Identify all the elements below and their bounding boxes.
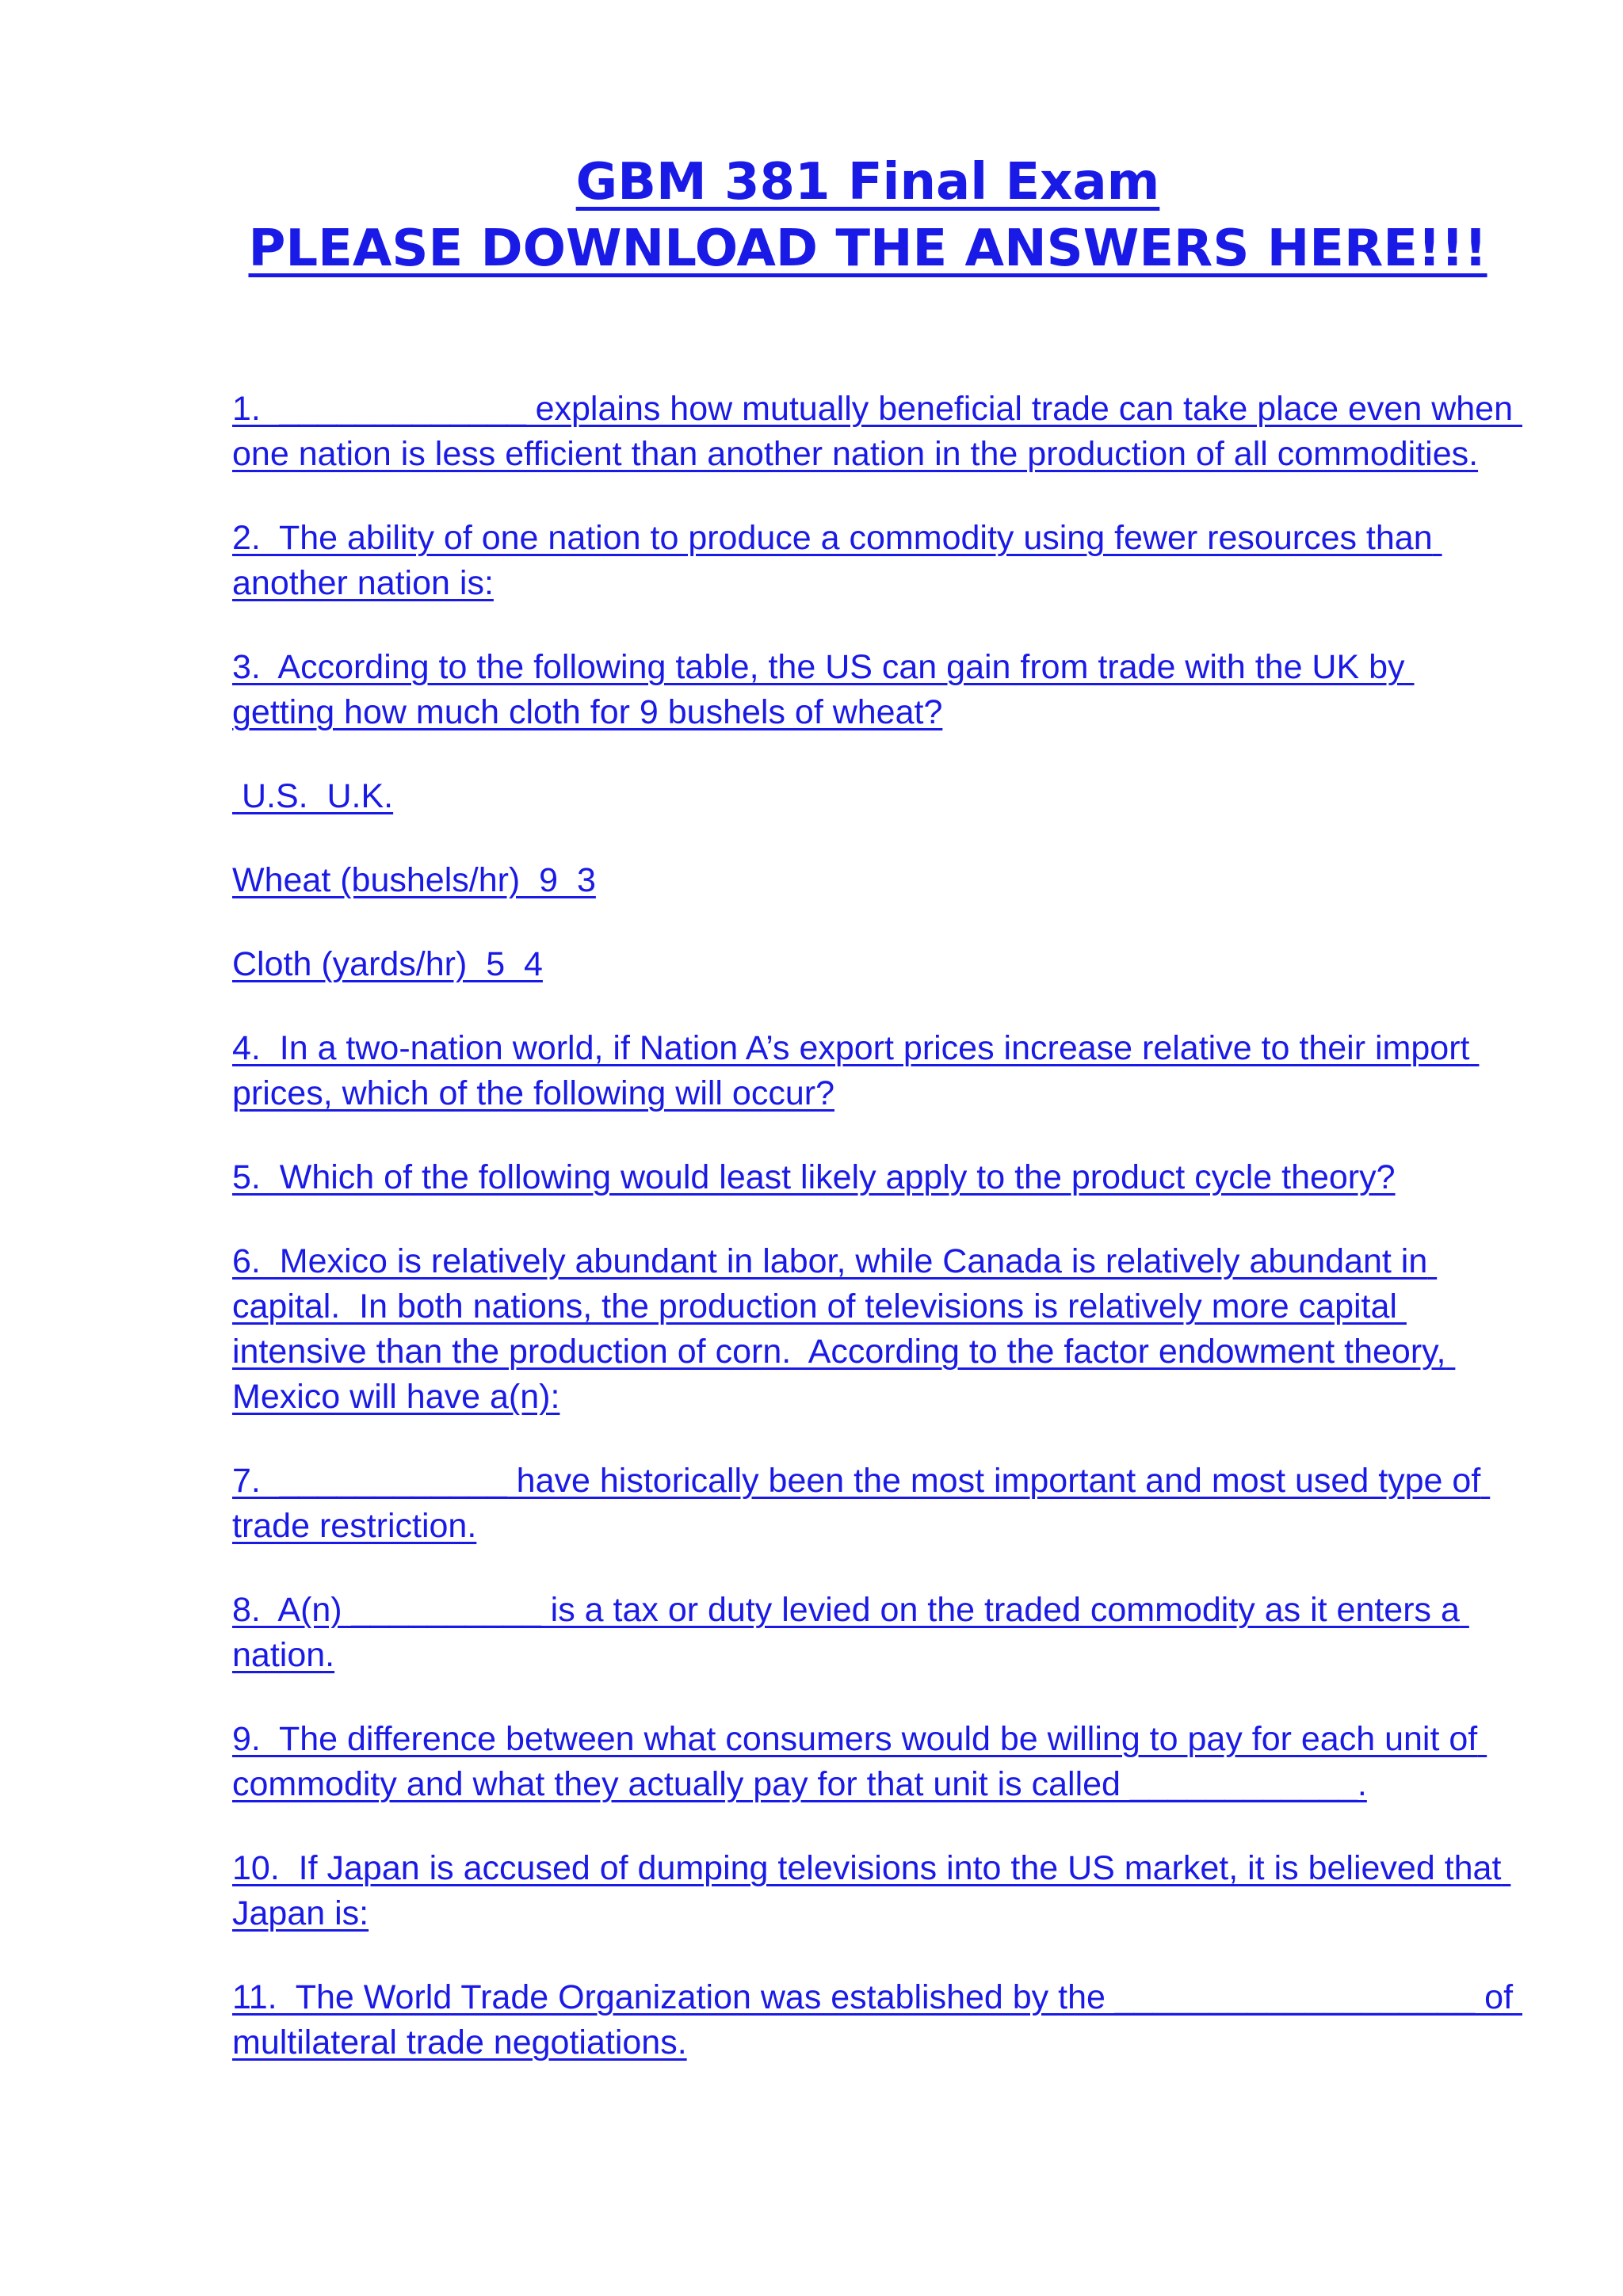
question-4-link[interactable]: 4. In a two-nation world, if Nation A’s export prices increase relative to their import prices, which of the following will occur?	[232, 1029, 1480, 1112]
exam-title-link[interactable]: GBM 381 Final Exam	[575, 153, 1160, 212]
question-1-link[interactable]: 1. _____________ explains how mutually beneficial trade can take place even when one nation is less efficient than another nation in the production of all commodities.	[232, 390, 1522, 473]
question-7-link[interactable]: 7. ____________ have historically been the most important and most used type of trade restriction.	[232, 1462, 1491, 1545]
question-6-link[interactable]: 6. Mexico is relatively abundant in labor, while Canada is relatively abundant in capital. In both nations, the production of televisions is relatively more capital intensive than the production of corn. According to the factor endowment theory, Mexico will have a(n):	[232, 1242, 1456, 1416]
question-5-link[interactable]: 5. Which of the following would least likely apply to the product cycle theory?	[232, 1158, 1396, 1196]
question-10-link[interactable]: 10. If Japan is accused of dumping televisions into the US market, it is believed that Japan is:	[232, 1849, 1511, 1932]
table-row-wheat-link[interactable]: Wheat (bushels/hr) 9 3	[232, 861, 596, 899]
table-header-link[interactable]: U.S. U.K.	[232, 777, 394, 815]
table-row-cloth-link[interactable]: Cloth (yards/hr) 5 4	[232, 945, 543, 983]
question-11-link[interactable]: 11. The World Trade Organization was established by the ___________________ of multilateral trade negotiations.	[232, 1978, 1522, 2061]
question-9-link[interactable]: 9. The difference between what consumers would be willing to pay for each unit of commodity and what they actually pay for that unit is called ____________.	[232, 1720, 1487, 1803]
question-8-link[interactable]: 8. A(n) __________ is a tax or duty levied on the traded commodity as it enters a nation.	[232, 1591, 1469, 1674]
question-list	[232, 387, 1522, 2104]
question-3-link[interactable]: 3. According to the following table, the US can gain from trade with the UK by getting how much cloth for 9 bushels of wheat?	[232, 648, 1415, 731]
title-block	[0, 149, 1623, 282]
download-answers-link[interactable]: PLEASE DOWNLOAD THE ANSWERS HERE!!!	[248, 219, 1487, 278]
question-2-link[interactable]: 2. The ability of one nation to produce a commodity using fewer resources than another nation is:	[232, 519, 1442, 602]
